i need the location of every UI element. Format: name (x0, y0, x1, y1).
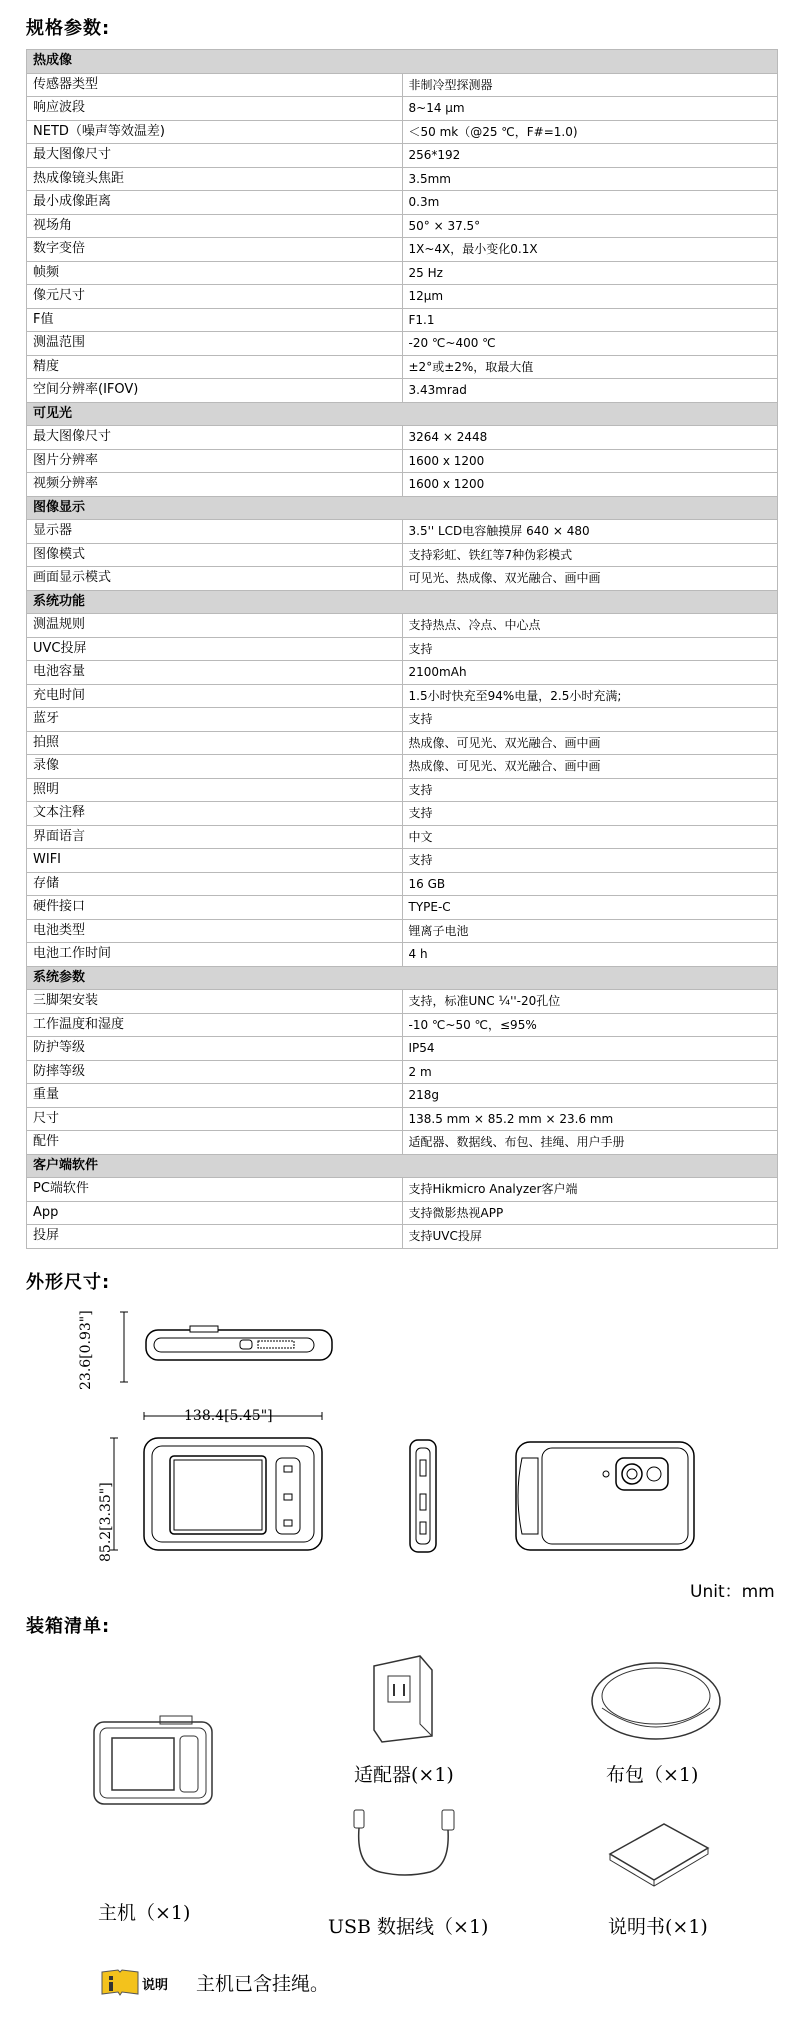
spec-key: 工作温度和湿度 (27, 1013, 403, 1037)
spec-row (27, 191, 778, 215)
spec-row (27, 1013, 778, 1037)
spec-value: 支持 (402, 778, 778, 802)
spec-value: 8~14 μm (402, 97, 778, 121)
spec-value: 支持热点、冷点、中心点 (402, 614, 778, 638)
spec-row (27, 449, 778, 473)
dimensions-title: 外形尺寸: (26, 1272, 111, 1293)
spec-key: 测温范围 (27, 332, 403, 356)
spec-key: App (27, 1201, 403, 1225)
spec-category-row (27, 496, 778, 520)
spec-key: 热成像镜头焦距 (27, 167, 403, 191)
spec-table (26, 49, 778, 1249)
spec-key: 重量 (27, 1084, 403, 1108)
spec-category-label: 客户端软件 (27, 1154, 778, 1178)
spec-key: 电池工作时间 (27, 943, 403, 967)
spec-value: 2 m (402, 1060, 778, 1084)
spec-key: 三脚架安装 (27, 990, 403, 1014)
spec-value: 50° × 37.5° (402, 214, 778, 238)
spec-key: 帧频 (27, 261, 403, 285)
spec-value: 1X~4X，最小变化0.1X (402, 238, 778, 262)
spec-row (27, 261, 778, 285)
spec-row (27, 308, 778, 332)
spec-row (27, 708, 778, 732)
user-manual-icon (604, 1818, 714, 1888)
spec-key: 响应波段 (27, 97, 403, 121)
spec-row (27, 238, 778, 262)
spec-value: 3.43mrad (402, 379, 778, 403)
spec-category-row (27, 50, 778, 74)
spec-row (27, 426, 778, 450)
spec-row (27, 1060, 778, 1084)
spec-row (27, 943, 778, 967)
spec-key: 文本注释 (27, 802, 403, 826)
spec-value: 256*192 (402, 144, 778, 168)
spec-row (27, 567, 778, 591)
spec-row (27, 778, 778, 802)
spec-row (27, 990, 778, 1014)
spec-row (27, 120, 778, 144)
note-label: 说明 (142, 1978, 169, 1993)
spec-category-row (27, 1154, 778, 1178)
spec-value: 支持 (402, 849, 778, 873)
spec-key: 最大图像尺寸 (27, 426, 403, 450)
spec-key: 防摔等级 (27, 1060, 403, 1084)
unit-label: Unit：mm (690, 1582, 775, 1602)
thickness-dimension-label: 23.6[0.93"] (78, 1310, 94, 1390)
spec-key: 照明 (27, 778, 403, 802)
spec-key: PC端软件 (27, 1178, 403, 1202)
spec-row (27, 167, 778, 191)
spec-value: 4 h (402, 943, 778, 967)
spec-value: 热成像、可见光、双光融合、画中画 (402, 731, 778, 755)
spec-key: 尺寸 (27, 1107, 403, 1131)
spec-key: 存储 (27, 872, 403, 896)
spec-key: UVC投屏 (27, 637, 403, 661)
spec-value: 1600 x 1200 (402, 473, 778, 497)
cloth-pouch-icon (586, 1656, 726, 1746)
spec-value: 可见光、热成像、双光融合、画中画 (402, 567, 778, 591)
spec-row (27, 1225, 778, 1249)
spec-value: 支持微影热视APP (402, 1201, 778, 1225)
spec-key: 最小成像距离 (27, 191, 403, 215)
spec-category-label: 可见光 (27, 402, 778, 426)
spec-row (27, 637, 778, 661)
spec-value: 中文 (402, 825, 778, 849)
spec-row (27, 73, 778, 97)
spec-value: F1.1 (402, 308, 778, 332)
spec-category-row (27, 966, 778, 990)
height-dimension-label: 85.2[3.35"] (98, 1482, 114, 1562)
spec-row (27, 684, 778, 708)
spec-key: 显示器 (27, 520, 403, 544)
spec-value: 非制冷型探测器 (402, 73, 778, 97)
usb-cable-icon (350, 1806, 460, 1886)
spec-key: 电池容量 (27, 661, 403, 685)
spec-value: 25 Hz (402, 261, 778, 285)
usb-cable-caption: USB 数据线（×1) (328, 1916, 489, 1938)
spec-row (27, 1178, 778, 1202)
width-dimension-label: 138.4[5.45"] (184, 1408, 273, 1424)
spec-key: 视频分辨率 (27, 473, 403, 497)
spec-value: 适配器、数据线、布包、挂绳、用户手册 (402, 1131, 778, 1155)
spec-row (27, 1084, 778, 1108)
manual-caption: 说明书(×1) (608, 1916, 708, 1938)
spec-key: 投屏 (27, 1225, 403, 1249)
spec-value: 0.3m (402, 191, 778, 215)
spec-key: 精度 (27, 355, 403, 379)
spec-key: 防护等级 (27, 1037, 403, 1061)
power-adapter-icon (366, 1646, 446, 1746)
note-icon (100, 1968, 140, 1998)
spec-key: 硬件接口 (27, 896, 403, 920)
spec-category-row (27, 590, 778, 614)
spec-key: 充电时间 (27, 684, 403, 708)
spec-category-label: 图像显示 (27, 496, 778, 520)
spec-row (27, 825, 778, 849)
spec-key: 最大图像尺寸 (27, 144, 403, 168)
spec-row (27, 214, 778, 238)
spec-value: 支持 (402, 802, 778, 826)
spec-row (27, 919, 778, 943)
spec-value: ＜50 mk（@25 ℃，F#=1.0) (402, 120, 778, 144)
spec-row (27, 379, 778, 403)
spec-value: 12μm (402, 285, 778, 309)
spec-row (27, 473, 778, 497)
spec-value: 1.5小时快充至94%电量，2.5小时充满; (402, 684, 778, 708)
spec-value: 2100mAh (402, 661, 778, 685)
spec-row (27, 1201, 778, 1225)
spec-value: 1600 x 1200 (402, 449, 778, 473)
spec-key: 数字变倍 (27, 238, 403, 262)
spec-category-label: 热成像 (27, 50, 778, 74)
spec-key: 测温规则 (27, 614, 403, 638)
spec-category-label: 系统功能 (27, 590, 778, 614)
spec-key: 图片分辨率 (27, 449, 403, 473)
device-side-view-drawing (100, 1300, 340, 1390)
spec-value: TYPE-C (402, 896, 778, 920)
spec-row (27, 355, 778, 379)
spec-row (27, 614, 778, 638)
spec-value: -20 ℃~400 ℃ (402, 332, 778, 356)
spec-row (27, 896, 778, 920)
spec-value: 3.5'' LCD电容触摸屏 640 × 480 (402, 520, 778, 544)
spec-key: 图像模式 (27, 543, 403, 567)
spec-key: 录像 (27, 755, 403, 779)
spec-row (27, 285, 778, 309)
spec-key: NETD（噪声等效温差) (27, 120, 403, 144)
spec-value: 支持彩虹、铁红等7种伪彩模式 (402, 543, 778, 567)
spec-value: 138.5 mm × 85.2 mm × 23.6 mm (402, 1107, 778, 1131)
device-edge-view-drawing (404, 1438, 444, 1558)
spec-row (27, 849, 778, 873)
spec-row (27, 332, 778, 356)
spec-key: 拍照 (27, 731, 403, 755)
adapter-caption: 适配器(×1) (354, 1764, 454, 1786)
spec-row (27, 1131, 778, 1155)
host-device-icon (90, 1706, 220, 1811)
spec-value: 支持 (402, 708, 778, 732)
spec-row (27, 661, 778, 685)
spec-row (27, 755, 778, 779)
host-caption: 主机（×1) (98, 1902, 191, 1924)
spec-row (27, 97, 778, 121)
spec-key: 蓝牙 (27, 708, 403, 732)
spec-value: 支持UVC投屏 (402, 1225, 778, 1249)
spec-key: 视场角 (27, 214, 403, 238)
spec-value: ±2°或±2%，取最大值 (402, 355, 778, 379)
spec-key: 配件 (27, 1131, 403, 1155)
spec-row (27, 1037, 778, 1061)
spec-value: 3264 × 2448 (402, 426, 778, 450)
spec-value: 支持，标准UNC ¼''-20孔位 (402, 990, 778, 1014)
spec-value: 218g (402, 1084, 778, 1108)
spec-row (27, 520, 778, 544)
spec-value: 支持Hikmicro Analyzer客户端 (402, 1178, 778, 1202)
spec-row (27, 872, 778, 896)
spec-value: -10 ℃~50 ℃，≤95% (402, 1013, 778, 1037)
spec-row (27, 731, 778, 755)
device-front-view-drawing (100, 1408, 340, 1558)
spec-category-row (27, 402, 778, 426)
spec-key: 传感器类型 (27, 73, 403, 97)
spec-value: IP54 (402, 1037, 778, 1061)
spec-value: 3.5mm (402, 167, 778, 191)
spec-category-label: 系统参数 (27, 966, 778, 990)
spec-key: F值 (27, 308, 403, 332)
spec-key: 画面显示模式 (27, 567, 403, 591)
spec-value: 支持 (402, 637, 778, 661)
spec-key: WIFI (27, 849, 403, 873)
spec-row (27, 1107, 778, 1131)
spec-value: 锂离子电池 (402, 919, 778, 943)
device-back-view-drawing (512, 1438, 702, 1558)
spec-row (27, 543, 778, 567)
spec-key: 空间分辨率(IFOV) (27, 379, 403, 403)
spec-key: 电池类型 (27, 919, 403, 943)
spec-key: 像元尺寸 (27, 285, 403, 309)
packing-title: 装箱清单: (26, 1616, 111, 1637)
spec-row (27, 802, 778, 826)
note-text: 主机已含挂绳。 (196, 1973, 330, 1995)
pouch-caption: 布包（×1) (606, 1764, 699, 1786)
spec-value: 16 GB (402, 872, 778, 896)
spec-title: 规格参数: (26, 18, 111, 39)
spec-row (27, 144, 778, 168)
spec-value: 热成像、可见光、双光融合、画中画 (402, 755, 778, 779)
spec-key: 界面语言 (27, 825, 403, 849)
